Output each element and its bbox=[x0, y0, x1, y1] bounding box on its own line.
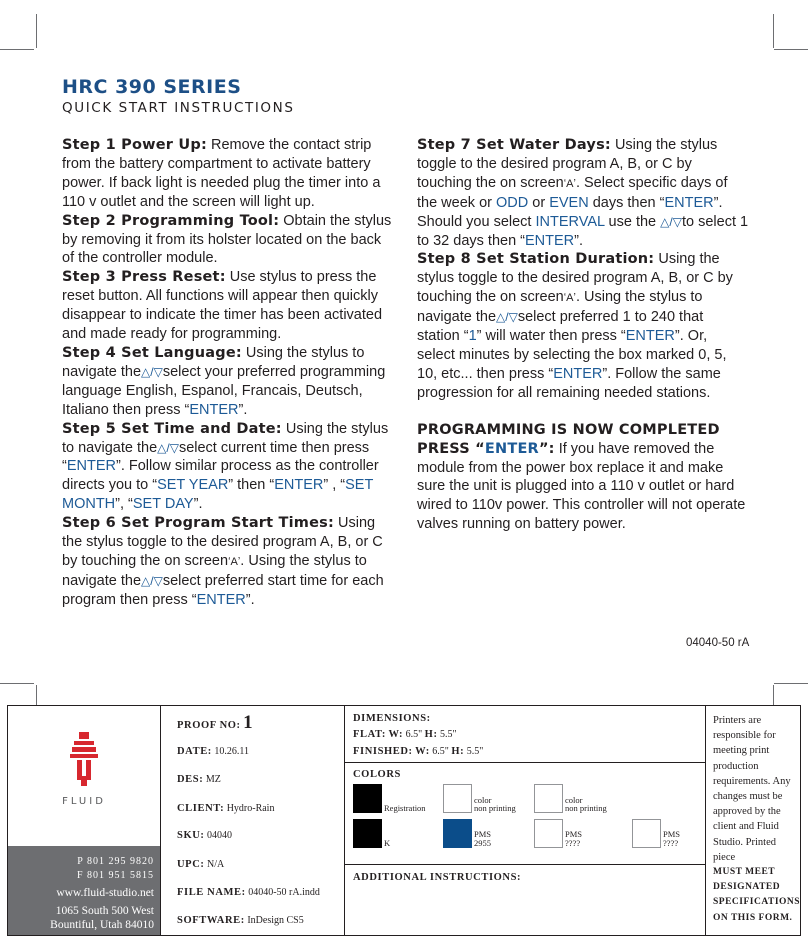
completed-section: PROGRAMMING IS NOW COMPLETED PRESS “ENTER”: If you have removed the module from the power box replace it and make sure the unit is plugged into a 110 v outlet or hard wired to 110v power. This controller will not operate valves running on battery power. bbox=[417, 421, 746, 533]
down-arrow-icon: ▽ bbox=[508, 310, 518, 325]
step-6: Step 6 Set Program Start Times: Using the stylus toggle to the desired program A, B, or C by touching the on screenʻAʼ. Using the stylus to navigate the△/▽select preferred start time for each program then press “ENTER”. bbox=[62, 515, 384, 608]
swatch-registration bbox=[353, 784, 382, 813]
swatch-pms-2955 bbox=[443, 819, 472, 848]
file-name-value: 04040-50 rA.indd bbox=[248, 887, 320, 898]
job-info: PROOF NO: 1 DATE: 10.26.11 DES: MZ CLIENT: Hydro-Rain SKU: 04040 UPC: N/A FILE NAME: 04040-50 rA.indd SOFTWARE: InDesign CS5 bbox=[160, 706, 344, 935]
colors-label: COLORS bbox=[353, 769, 401, 780]
phone: P 801 295 9820 bbox=[77, 856, 154, 867]
program-a-icon: ʻAʼ bbox=[228, 555, 241, 568]
up-arrow-icon: △ bbox=[157, 440, 167, 455]
program-a-icon: ʻAʼ bbox=[563, 177, 576, 190]
step-4: Step 4 Set Language: Using the stylus to navigate the△/▽select your preferred programming language English, Espanol, Francais, Deutsch, Italiano then press “ENTER”. bbox=[62, 344, 386, 418]
flat-dimensions: FLAT: W: 6.5" H: 5.5" bbox=[353, 729, 457, 740]
down-arrow-icon: ▽ bbox=[169, 440, 179, 455]
fax: F 801 951 5815 bbox=[76, 870, 154, 881]
step-3: Step 3 Press Reset: Use stylus to press the reset button. All functions will appear then quickly disappear to indicate the timer has been activated and made ready for programming. bbox=[62, 269, 383, 343]
brand-name: FLUID bbox=[62, 796, 106, 807]
designer-value: MZ bbox=[205, 774, 221, 785]
step-8: Step 8 Set Station Duration: Using the stylus toggle to the desired program A, B, or C by touching the on screenʻAʼ. Using the stylus to navigate the△/▽select preferred 1 to 240 that station “1” will water then press “ENTER”. Or, select minutes by selecting the box marked 0, 5, 10, etc... then press “ENTER”. Follow the same progression for all remaining needed stations. bbox=[417, 251, 733, 401]
swatch-pms-2 bbox=[534, 819, 563, 848]
program-a-icon: ʻAʼ bbox=[563, 292, 576, 305]
software-value: InDesign CS5 bbox=[247, 915, 304, 926]
down-arrow-icon: ▽ bbox=[153, 364, 163, 379]
swatch-non-printing-2 bbox=[534, 784, 563, 813]
dimensions-label: DIMENSIONS: bbox=[353, 713, 431, 724]
page-subtitle: QUICK START INSTRUCTIONS bbox=[62, 100, 295, 116]
up-arrow-icon: △ bbox=[141, 573, 151, 588]
studio-contact bbox=[8, 846, 160, 935]
page-title: HRC 390 SERIES bbox=[62, 76, 242, 98]
document-code: 04040-50 rA bbox=[686, 637, 750, 649]
instructions-column-right bbox=[417, 136, 749, 534]
crop-mark bbox=[0, 49, 34, 50]
date-value: 10.26.11 bbox=[214, 746, 250, 757]
crop-mark bbox=[36, 14, 37, 48]
sku-value: 04040 bbox=[207, 830, 232, 841]
upc-value: N/A bbox=[206, 859, 225, 870]
address-line-1: 1065 South 500 West bbox=[55, 905, 154, 917]
finished-dimensions: FINISHED: W: 6.5" H: 5.5" bbox=[353, 746, 484, 757]
step-2: Step 2 Programming Tool: Obtain the stylus by removing it from its holster located on the back of the controller module. bbox=[62, 212, 392, 267]
down-arrow-icon: ▽ bbox=[153, 573, 163, 588]
crop-mark bbox=[774, 49, 808, 50]
fluid-logo-icon bbox=[68, 732, 100, 786]
additional-instructions-label: ADDITIONAL INSTRUCTIONS: bbox=[353, 872, 522, 883]
up-arrow-icon: △ bbox=[660, 214, 670, 229]
specs-panel: DIMENSIONS: FLAT: W: 6.5" H: 5.5" FINISHED: W: 6.5" H: 5.5" COLORS Registration color non printing color non printing K PMS 2955 PMS ???? PMS ???? ADDITIONAL INSTRUCTIONS: bbox=[344, 706, 705, 935]
step-1: Step 1 Power Up: Remove the contact strip from the battery compartment to activate battery power. If back light is needed plug the timer into a 110 v outlet and the screen will light up. bbox=[62, 137, 381, 210]
studio-logo-panel bbox=[8, 706, 160, 935]
step-7: Step 7 Set Water Days: Using the stylus toggle to the desired program A, B, or C by touching the on screenʻAʼ. Select specific days of the week or ODD or EVEN days then “ENTER”. Should you select INTERVAL use the △/▽to select 1 to 32 days then “ENTER”. bbox=[417, 137, 749, 249]
crop-mark bbox=[774, 683, 808, 684]
step-5: Step 5 Set Time and Date: Using the stylus to navigate the△/▽select current time then press “ENTER”. Follow similar process as the controller directs you to “SET YEAR” then “ENTER” , “SET MONTH”, “SET DAY”. bbox=[62, 420, 389, 513]
instructions-column-left bbox=[62, 136, 392, 610]
swatch-black bbox=[353, 819, 382, 848]
crop-mark bbox=[773, 14, 774, 48]
crop-mark bbox=[0, 683, 34, 684]
proof-slug bbox=[7, 705, 801, 936]
swatch-pms-3 bbox=[632, 819, 661, 848]
down-arrow-icon: ▽ bbox=[672, 214, 682, 229]
swatch-non-printing-1 bbox=[443, 784, 472, 813]
website-link[interactable]: www.fluid-studio.net bbox=[56, 887, 154, 899]
up-arrow-icon: △ bbox=[496, 310, 506, 325]
up-arrow-icon: △ bbox=[141, 364, 151, 379]
address-line-2: Bountiful, Utah 84010 bbox=[50, 919, 154, 931]
proof-number: 1 bbox=[243, 712, 253, 733]
printer-note: Printers are responsible for meeting print production requirements. Any changes must be approved by the client and Fluid Studio. Printed piece MUST MEET DESIGNATED SPECIFICATIONS ON THIS FORM. bbox=[705, 706, 801, 935]
client-value: Hydro-Rain bbox=[226, 803, 275, 814]
